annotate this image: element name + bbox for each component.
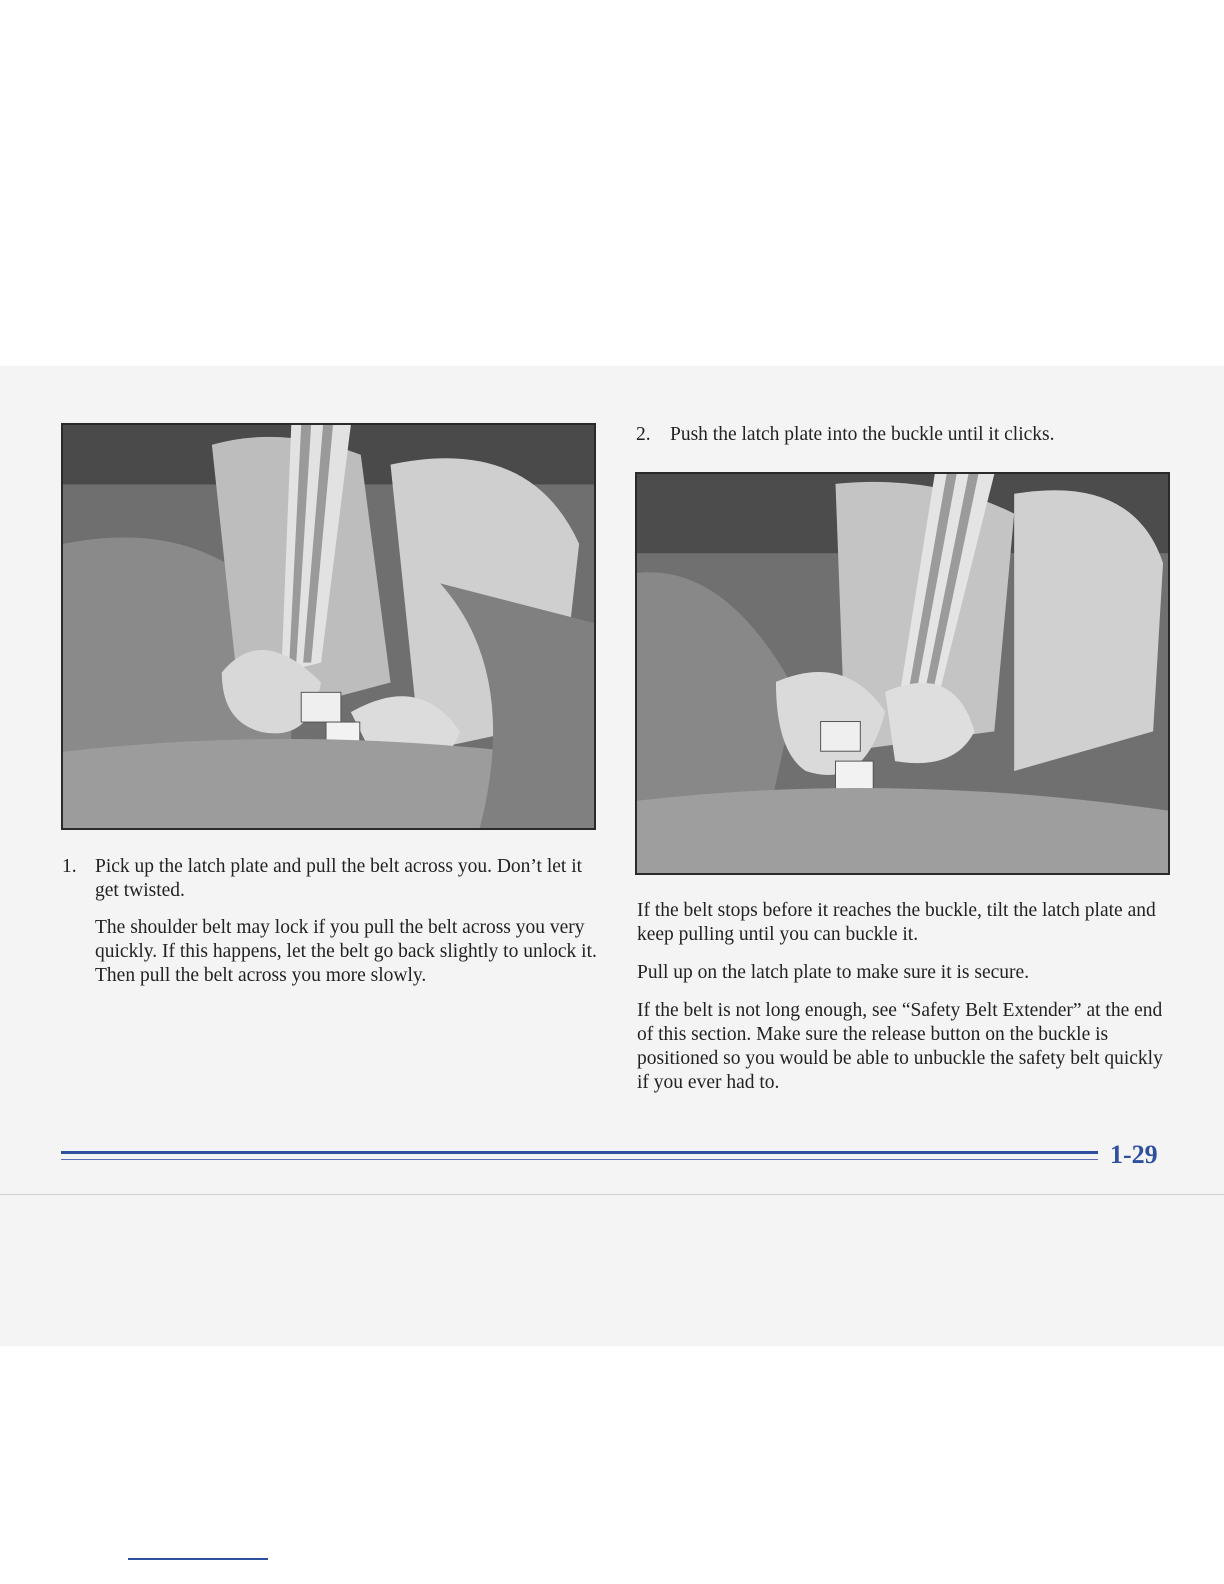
extender-paragraph: If the belt is not long enough, see “Safety Belt Extender” at the end of this section. Make sure the release button on the buckle is positioned so you would be able to unbuckle the safety belt quickly if you ever had to. (637, 1000, 1163, 1093)
buckle-illustration (635, 472, 1170, 875)
hands-latch-plate-icon (63, 425, 594, 828)
footer-rule (61, 1151, 1098, 1154)
step-2-number: 2. (636, 424, 651, 445)
scan-edge-divider (0, 1194, 1224, 1195)
step-1-number: 1. (62, 856, 77, 877)
pull-up-paragraph: Pull up on the latch plate to make sure it is secure. (637, 962, 1030, 983)
belt-stops-paragraph: If the belt stops before it reaches the buckle, tilt the latch plate and keep pulling until you can buckle it. (637, 900, 1156, 945)
step-2-text: Push the latch plate into the buckle until it clicks. (670, 424, 1055, 445)
step-1-paragraph: The shoulder belt may lock if you pull the belt across you very quickly. If this happens, let the belt go back slightly to unlock it. Then pull the belt across you more slowly. (95, 917, 597, 986)
latch-plate-illustration (61, 423, 596, 830)
page-number: 1-29 (1110, 1140, 1158, 1169)
step-1-text: Pick up the latch plate and pull the belt across you. Don’t let it get twisted. (95, 856, 583, 901)
footer-rule-thin (61, 1159, 1098, 1160)
bottom-mark (128, 1558, 268, 1560)
hands-buckle-icon (637, 474, 1168, 873)
